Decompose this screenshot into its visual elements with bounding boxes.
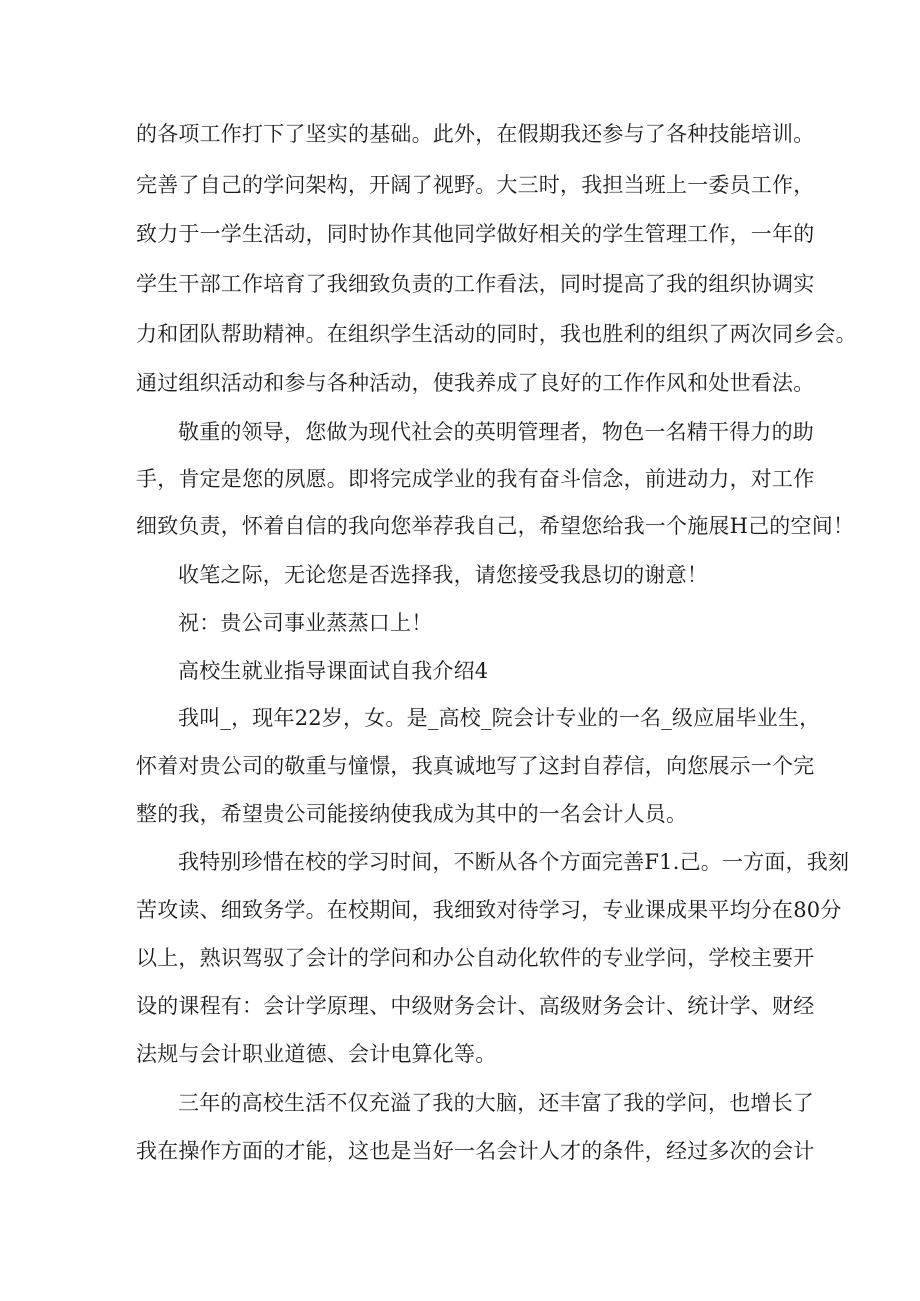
text-line: 完善了自己的学问架构，开阔了视野。大三时，我担当班上一委员工作， [136,173,815,197]
text-line: 设的课程有：会计学原理、中级财务会计、高级财务会计、统计学、财经 [136,994,815,1018]
text-line: 整的我，希望贵公司能接纳使我成为其中的一名会计人员。 [136,802,688,826]
text-line: 法规与会计职业道德、会计电算化等。 [136,1042,497,1066]
salutation-line: 祝：贵公司事业蒸蒸口上！ [178,611,433,635]
paragraph-start-line: 我特别珍惜在校的学习时间，不断从各个方面完善F1.己。一方面，我刻 [178,850,850,874]
text-line: 的各项工作打下了坚实的基础。此外，在假期我还参与了各种技能培训。 [136,122,815,146]
paragraph-start-line: 我叫_，现年22岁，女。是_高校_院会计专业的一名_级应届毕业生， [178,706,821,730]
closing-line: 收笔之际，无论您是否选择我，请您接受我恳切的谢意！ [178,563,708,587]
paragraph-start-line: 三年的高校生活不仅充溢了我的大脑，还丰富了我的学问，也增长了 [178,1091,814,1115]
text-line: 力和团队帮助精神。在组织学生活动的同时，我也胜利的组织了两次同乡会。 [136,322,857,346]
text-line: 我在操作方面的才能，这也是当好一名会计人才的条件，经过多次的会计 [136,1139,815,1163]
text-line: 致力于一学生活动，同时协作其他同学做好相关的学生管理工作，一年的 [136,222,815,246]
text-line: 苦攻读、细致务学。在校期间，我细致对待学习，专业课成果平均分在80分 [136,898,842,922]
text-line: 怀着对贵公司的敬重与憧憬，我真诚地写了这封自荐信，向您展示一个完 [136,754,815,778]
text-line: 手，肯定是您的夙愿。即将完成学业的我有奋斗信念，前进动力，对工作 [136,467,815,491]
text-line: 通过组织活动和参与各种活动，使我养成了良好的工作作风和处世看法。 [136,371,815,395]
text-line: 学生干部工作培育了我细致负责的工作看法，同时提高了我的组织协调实 [136,272,815,296]
paragraph-start-line: 敬重的领导，您做为现代社会的英明管理者，物色一名精干得力的助 [178,420,814,444]
text-line: 以上，熟识驾驭了会计的学问和办公自动化软件的专业学问，学校主要开 [136,946,815,970]
section-heading: 高校生就业指导课面试自我介绍4 [178,659,489,683]
text-line: 细致负责，怀着自信的我向您举荐我自己，希望您给我一个施展H己的空间！ [136,514,855,538]
